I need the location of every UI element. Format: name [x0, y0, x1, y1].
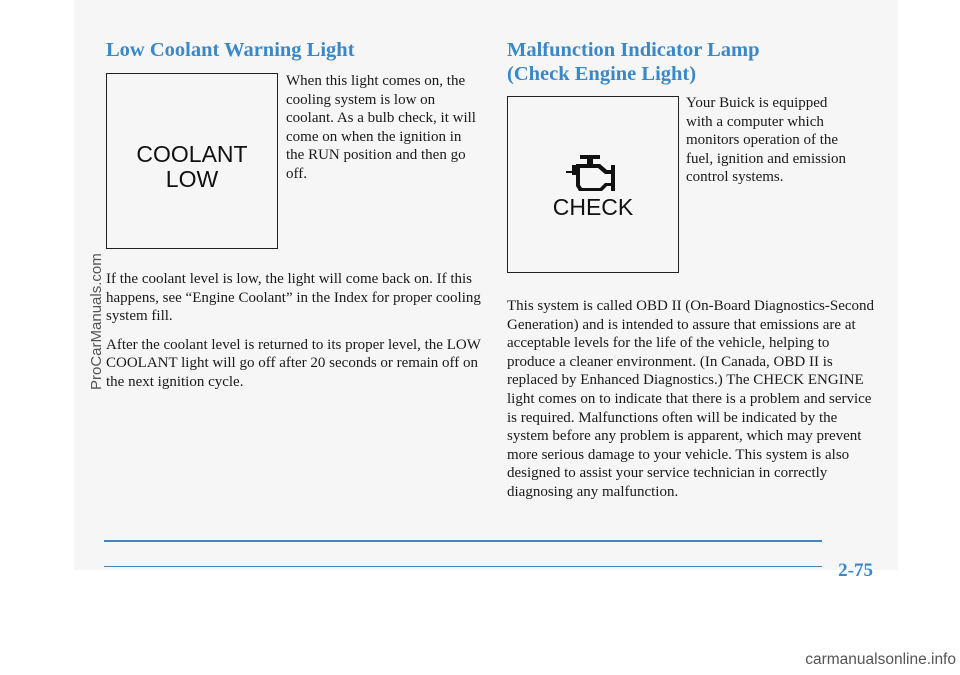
indicator-line-2: LOW [165, 166, 219, 192]
coolant-low-indicator [106, 73, 278, 249]
coolant-paragraph-1: If the coolant level is low, the light will come back on. If this happens, see “Engine Coolant” in the Index for proper cooling system fill. [106, 271, 481, 325]
footer-watermark: carmanualsonline.info [805, 651, 956, 668]
check-label: CHECK [552, 194, 634, 220]
low-coolant-heading: Low Coolant Warning Light [106, 39, 355, 61]
coolant-paragraphs [106, 270, 492, 402]
malfunction-heading-line-1: Malfunction Indicator Lamp [507, 39, 760, 61]
check-engine-indicator [507, 96, 679, 273]
indicator-line-1: COOLANT [136, 141, 248, 167]
malfunction-heading [507, 38, 759, 86]
footer-rule-top [104, 540, 822, 542]
coolant-paragraph-2: After the coolant level is returned to its proper level, the LOW COOLANT light will go off after 20 seconds or remain off on the next ignition cycle. [106, 336, 481, 390]
malfunction-side-text: Your Buick is equipped with a computer which monitors operation of the fuel, ignition and emission control systems. [686, 95, 846, 186]
side-watermark: ProCarManuals.com [88, 253, 105, 390]
engine-icon [563, 153, 623, 197]
malfunction-paragraph: This system is called OBD II (On-Board Diagnostics-Second Generation) and is intended to assure that emissions are at acceptable levels for the life of the vehicle, helping to produce a cleaner environment. (In Canada, OBD II is replaced by Enhanced Diagnostics.) The CHECK ENGINE light comes on to indicate that there is a problem and service is required. Malfunctions often will be indicated by the system before any problem is apparent, which may prevent more serious damage to your vehicle. This system is also designed to assist your service technician in correctly diagnosing any malfunction. [507, 298, 875, 500]
malfunction-heading-line-2: (Check Engine Light) [507, 63, 697, 85]
coolant-side-text: When this light comes on, the cooling system is low on coolant. As a bulb check, it will come on when the ignition in the RUN position and then go off. [286, 73, 476, 182]
footer-rule-bottom [104, 566, 822, 567]
page-number: 2-75 [838, 560, 873, 581]
